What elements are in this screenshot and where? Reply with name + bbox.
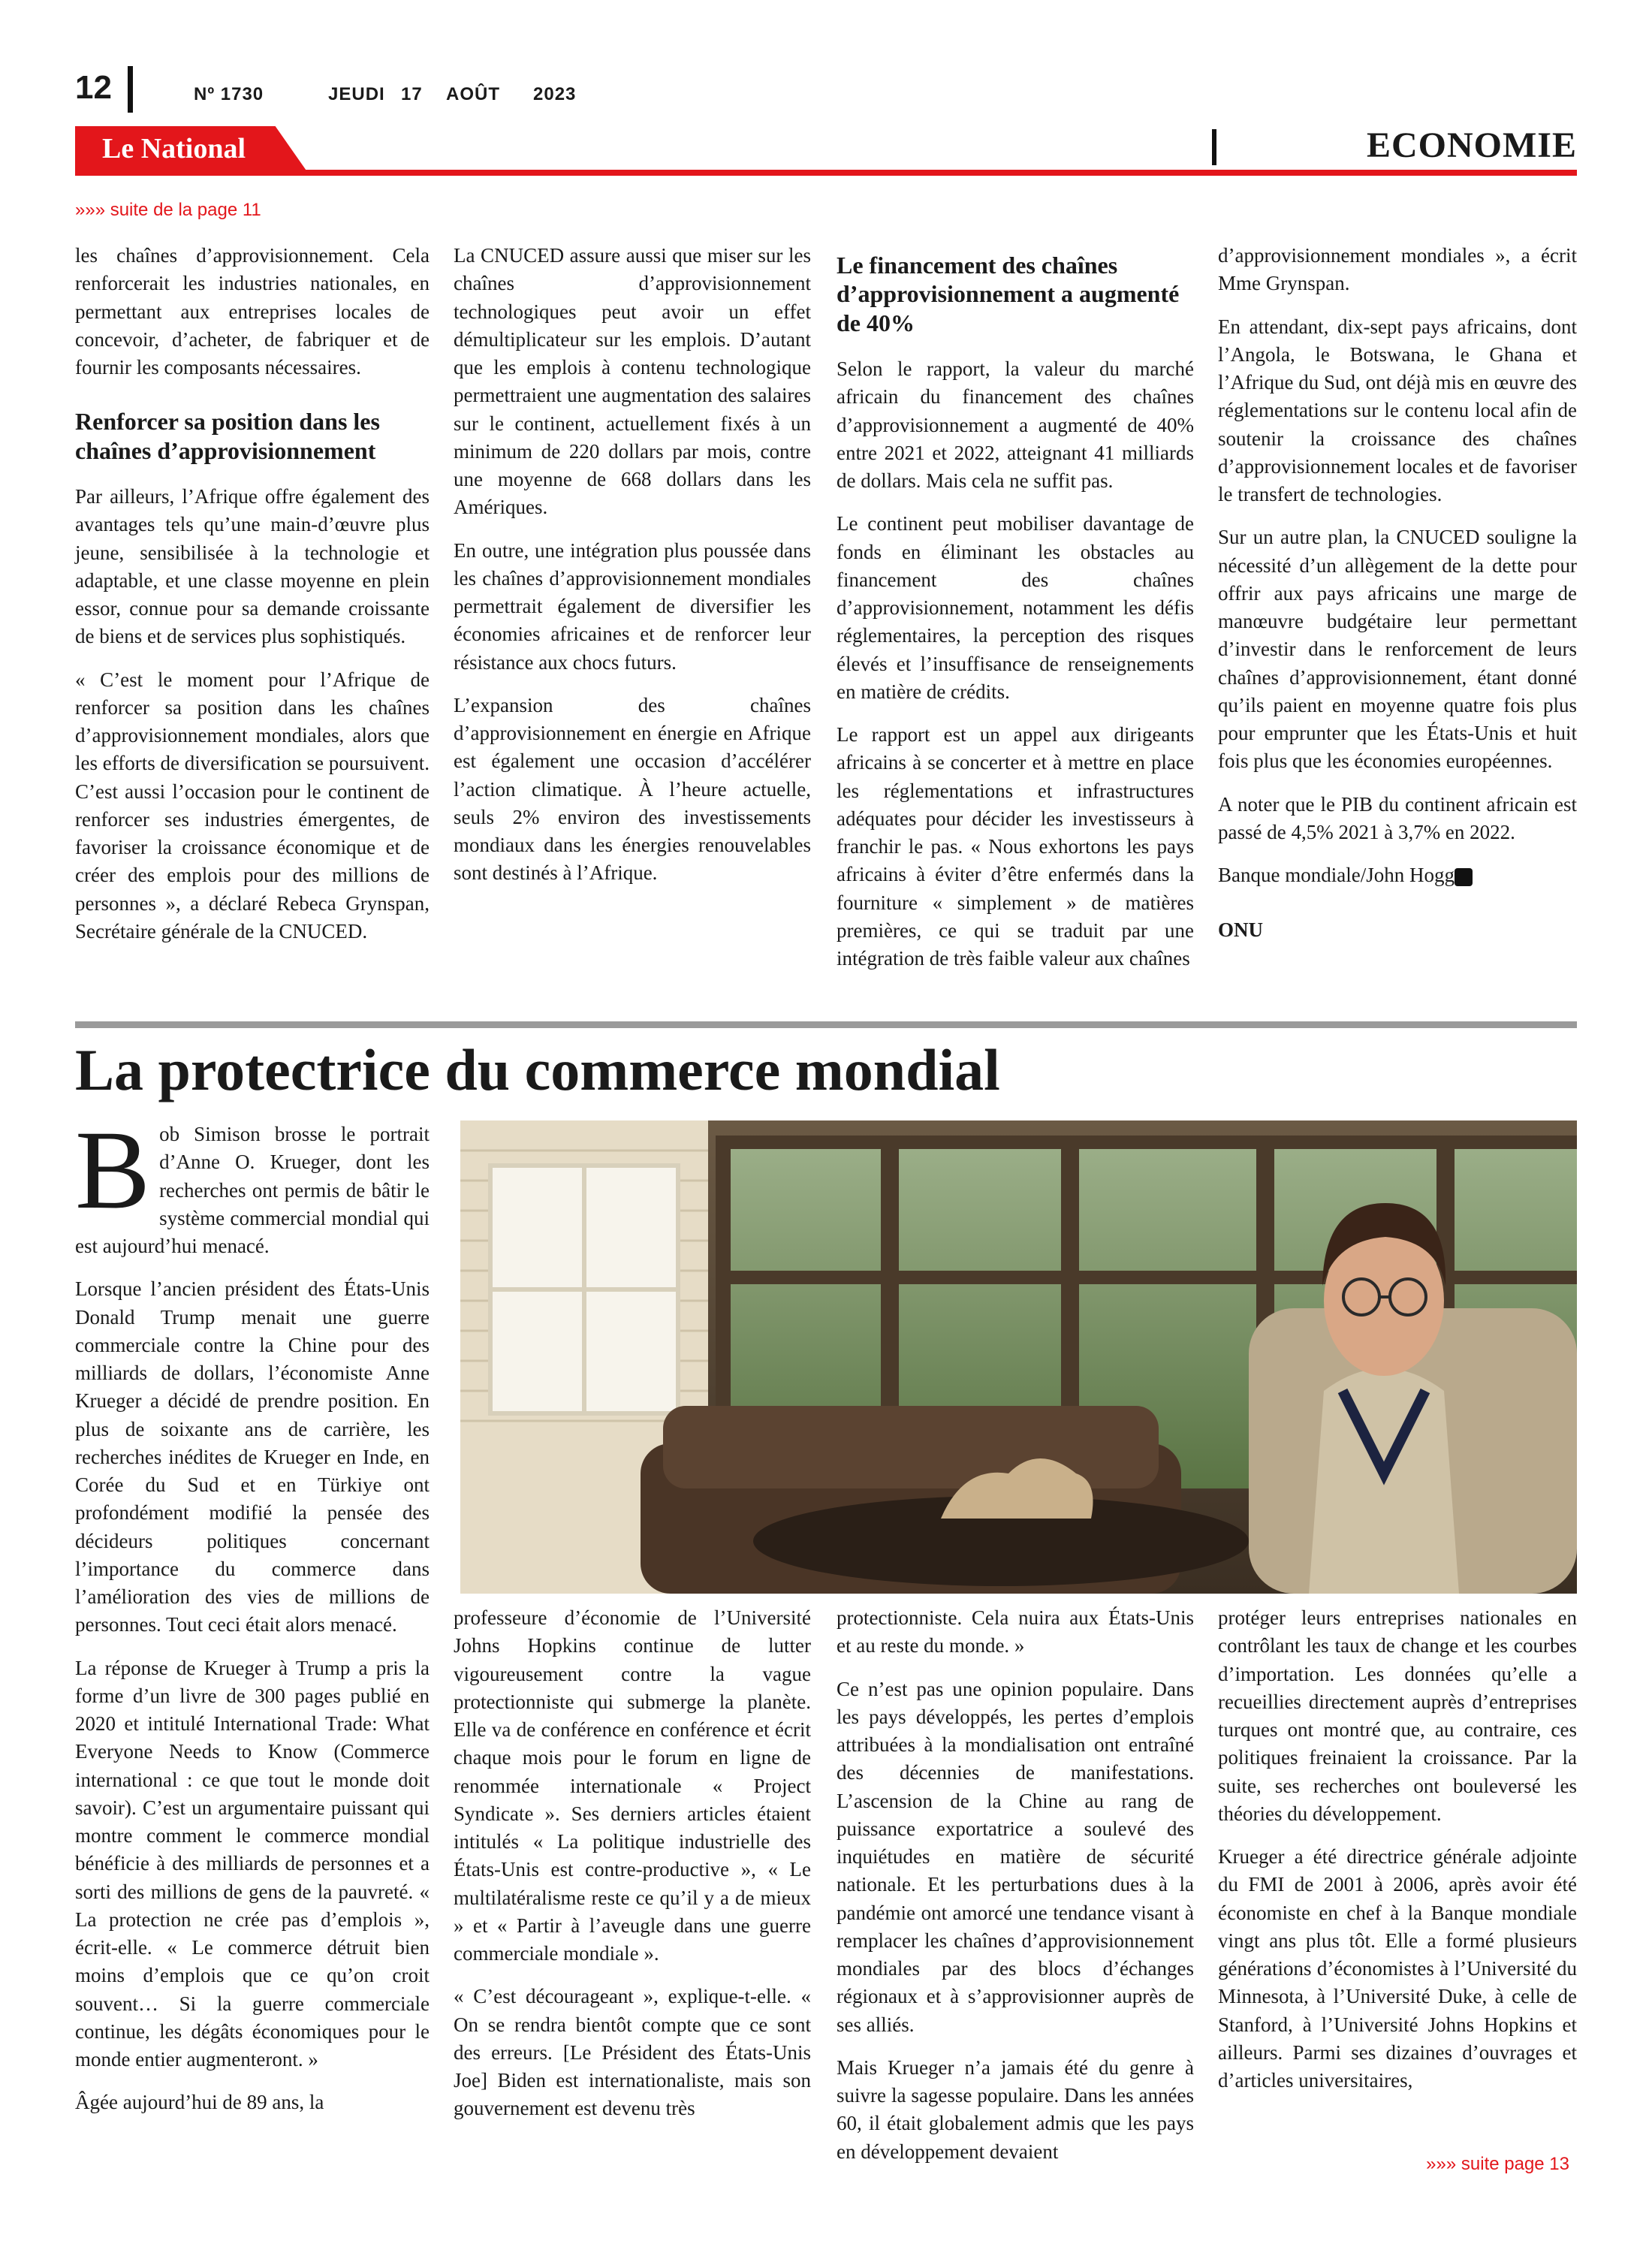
paragraph: « C’est décourageant », explique-t-elle. « On se rendra bientôt compte que ce sont des erreurs. [Le Président des États-Unis Joe] Biden est internationaliste, mais son gouvernement est devenu très (454, 1985, 811, 2120)
issue-month: AOÛT (446, 84, 500, 104)
subheading: Le financement des chaînes d’approvisionnement a augmenté de 40% (837, 252, 1180, 336)
continued-from: »»» suite de la page 11 (75, 200, 261, 220)
paragraph: « C’est le moment pour l’Afrique de renforcer sa position dans les chaînes d’approvisionnement mondiales, alors que les efforts de diversification se poursuivent. C’est aussi l’occasion pour le continent de renforcer ses industries émergentes, de favoriser la croissance économique et de créer des emplois pour des millions de personnes », a déclaré Rebeca Grynspan, Secrétaire générale de la CNUCED. (75, 668, 430, 943)
main-article-column-4 (1218, 1604, 1577, 2110)
article-divider (75, 1021, 1577, 1028)
page-number-divider (128, 66, 133, 113)
credit-marker-icon (1455, 868, 1473, 886)
paragraph: Krueger a été directrice générale adjointe du FMI de 2001 à 2006, après avoir été économiste en chef à la Banque mondiale vingt ans plus tôt. Elle a formé plusieurs générations d’économistes à l’Université du Minnesota, à l’Université Duke, à celle de Stanford, à l’Université Johns Hopkins et ailleurs. Parmi ses dizaines d’ouvrages et d’articles universitaires, (1218, 1845, 1577, 2092)
paragraph: La réponse de Krueger à Trump a pris la forme d’un livre de 300 pages publié en 2020 et intitulé International Trade: What Everyone Needs to Know (Commerce international : ce que tout le monde doit savoir). C’est un argumentaire puissant qui montre comment le commerce mondial bénéficie à des milliards de personnes et a sorti des millions de gens de la pauvreté. « La protection ne crée pas d’emplois », écrit-elle. « Le commerce détruit bien moins d’emplois que ce qu’on croit souvent… Si la guerre commerciale continue, les dégâts économiques pour le monde entier augmenteront. » (75, 1656, 430, 2071)
paragraph: protectionniste. Cela nuira aux États-Unis et au reste du monde. » (837, 1606, 1194, 1657)
main-headline: La protectrice du commerce mondial (75, 1037, 1000, 1102)
paragraph: Ce n’est pas une opinion populaire. Dans les pays développés, les pertes d’emplois attribuées à la mondialisation ont entraîné des décennies de manifestations. L’ascension de la Chine au rang de puissance exportatrice a soulevé des inquiétudes en matière de sécurité nationale. Et les perturbations dues à la pandémie ont amorcé une tendance visant à remplacer les chaînes d’approvisionnement mondiales par des blocs d’échanges régionaux et à s’approvisionner auprès de ses alliés. (837, 1677, 1194, 2036)
main-article-column-1 (75, 1108, 430, 2132)
issue-number: Nº 1730 (194, 84, 264, 104)
top-article-column-3 (837, 251, 1194, 988)
paragraph: Le rapport est un appel aux dirigeants africains à se concerter et à mettre en place les réglementations et infrastructures adéquates pour décider les investisseurs à franchir le pas. « Nous exhortons les pays africains à éviter d’être enfermés dans la fourniture « simplement » de matières premières, ce qui se traduit par une intégration de très faible valeur aux chaînes (837, 723, 1194, 970)
top-article-column-1 (75, 242, 430, 961)
brand-name: Le National (102, 133, 246, 164)
section-divider (1212, 129, 1216, 165)
paragraph: Selon le rapport, la valeur du marché africain du financement des chaînes d’approvisionnement a augmenté de 40% entre 2021 et 2022, atteignant 41 milliards de dollars. Mais cela ne suffit pas. (837, 357, 1194, 493)
paragraph: d’approvisionnement mondiales », a écrit Mme Grynspan. (1218, 244, 1577, 295)
paragraph: A noter que le PIB du continent africain est passé de 4,5% 2021 à 3,7% en 2022. (1218, 792, 1577, 843)
paragraph: Sur un autre plan, la CNUCED souligne la nécessité d’un allègement de la dette pour offrir aux pays africains une marge de manœuvre budgétaire leur permettant d’investir dans le renforcement de leurs chaînes d’approvisionnement, étant donné qu’ils paient en moyenne quatre fois plus pour emprunter que les États-Unis et huit fois plus que les économies européennes. (1218, 526, 1577, 773)
page-number: 12 (75, 69, 112, 106)
issue-date: 17 (401, 84, 423, 104)
paragraph: La CNUCED assure aussi que miser sur les chaînes d’approvisionnement technologiques peut avoir un effet démultiplicateur sur les emplois. D’autant que les emplois à contenu technologique permettraient une augmentation des salaires sur le continent, actuellement fixés à un minimum de 220 dollars par mois, contre une moyenne de 668 dollars dans les Amériques. (454, 244, 811, 519)
paragraph: En attendant, dix-sept pays africains, dont l’Angola, le Botswana, le Ghana et l’Afrique du Sud, ont déjà mis en œuvre des réglementations sur le contenu local afin de soutenir la croissance des chaînes d’approvisionnement locales et de favoriser le transfert de technologies. (1218, 315, 1577, 505)
portrait-photo (460, 1120, 1577, 1594)
photo-credit: Banque mondiale/John Hogg (1218, 864, 1455, 886)
continued-to: »»» suite page 13 (1426, 2154, 1569, 2174)
issue-year: 2023 (533, 84, 577, 104)
paragraph: L’expansion des chaînes d’approvisionnement en énergie en Afrique est également une occasion d’accélérer l’action climatique. À l’heure actuelle, seuls 2% environ des investissements mondiaux dans les énergies renouvelables sont destinés à l’Afrique. (454, 693, 811, 885)
paragraph: En outre, une intégration plus poussée dans les chaînes d’approvisionnement mondiales permettrait également de diversifier les économies africaines et de renforcer leur résistance aux chocs futurs. (454, 538, 811, 674)
paragraph: Le continent peut mobiliser davantage de fonds en éliminant les obstacles au financement des chaînes d’approvisionnement, notamment les défis réglementaires, la perception des risques élevés et l’insuffisance de renseignements en matière de crédits. (837, 512, 1194, 703)
subheading: Renforcer sa position dans les chaînes d’approvisionnement (75, 408, 380, 464)
paragraph: Âgée aujourd’hui de 89 ans, la (75, 2091, 324, 2114)
top-article-column-2 (454, 242, 811, 903)
drop-cap: B (75, 1108, 151, 1232)
issue-day: JEUDI (328, 84, 385, 104)
section-title: ECONOMIE (1366, 125, 1577, 165)
top-article-column-4 (1218, 242, 1577, 960)
paragraph: Mais Krueger n’a jamais été du genre à suivre la sagesse populaire. Dans les années 60, il était globalement admis que les pays en développement devaient (837, 2055, 1194, 2163)
paragraph: professeure d’économie de l’Université Johns Hopkins continue de lutter vigoureusement contre la vague protectionniste qui submerge la planète. Elle va de conférence en conférence et écrit chaque mois pour le forum en ligne de renommée internationale « Project Syndicate ». Ses derniers articles étaient intitulés « La politique industrielle des États-Unis est contre-productive », « Le multilatéralisme reste ce qu’il y a de mieux » et « Partir à l’aveugle dans une guerre commerciale mondiale ». (454, 1606, 811, 1965)
header-rule (75, 170, 1577, 176)
paragraph: protéger leurs entreprises nationales en contrôlant les taux de change et les courbes d’importation. Les données qu’elle a recueillies directement auprès d’entreprises turques ont montré que, au contraire, ces politiques freinaient la croissance. Par la suite, ses recherches ont bouleversé les théories du développement. (1218, 1606, 1577, 1825)
main-article-column-3 (837, 1604, 1194, 2181)
lead-paragraph: ob Simison brosse le portrait d’Anne O. Krueger, dont les recherches ont permis de bâtir le système commercial mondial qui est aujourd’hui menacé. (75, 1123, 430, 1257)
article-source: ONU (1218, 918, 1263, 942)
paragraph: Lorsque l’ancien président des États-Unis Donald Trump menait une guerre commerciale contre la Chine pour des milliards de dollars, l’économiste Anne Krueger a décidé de prendre position. En plus de soixante ans de carrière, les recherches inédites de Krueger en Inde, en Corée du Sud et en Türkiye ont profondément modifié la pensée des décideurs politiques concernant l’importance du commerce dans l’amélioration des vies de millions de personnes. Tout ceci était alors menacé. (75, 1277, 430, 1636)
main-article-column-2 (454, 1604, 811, 2138)
paragraph: les chaînes d’approvisionnement. Cela renforcerait les industries nationales, en permettant aux entreprises locales de concevoir, d’acheter, de fabriquer et de fournir les composants nécessaires. (75, 244, 430, 379)
paragraph: Par ailleurs, l’Afrique offre également des avantages tels qu’une main-d’œuvre plus jeune, sensibilisée à la technologie et adaptable, et une classe moyenne en plein essor, connue pour sa demande croissante de biens et de services plus sophistiqués. (75, 485, 430, 648)
